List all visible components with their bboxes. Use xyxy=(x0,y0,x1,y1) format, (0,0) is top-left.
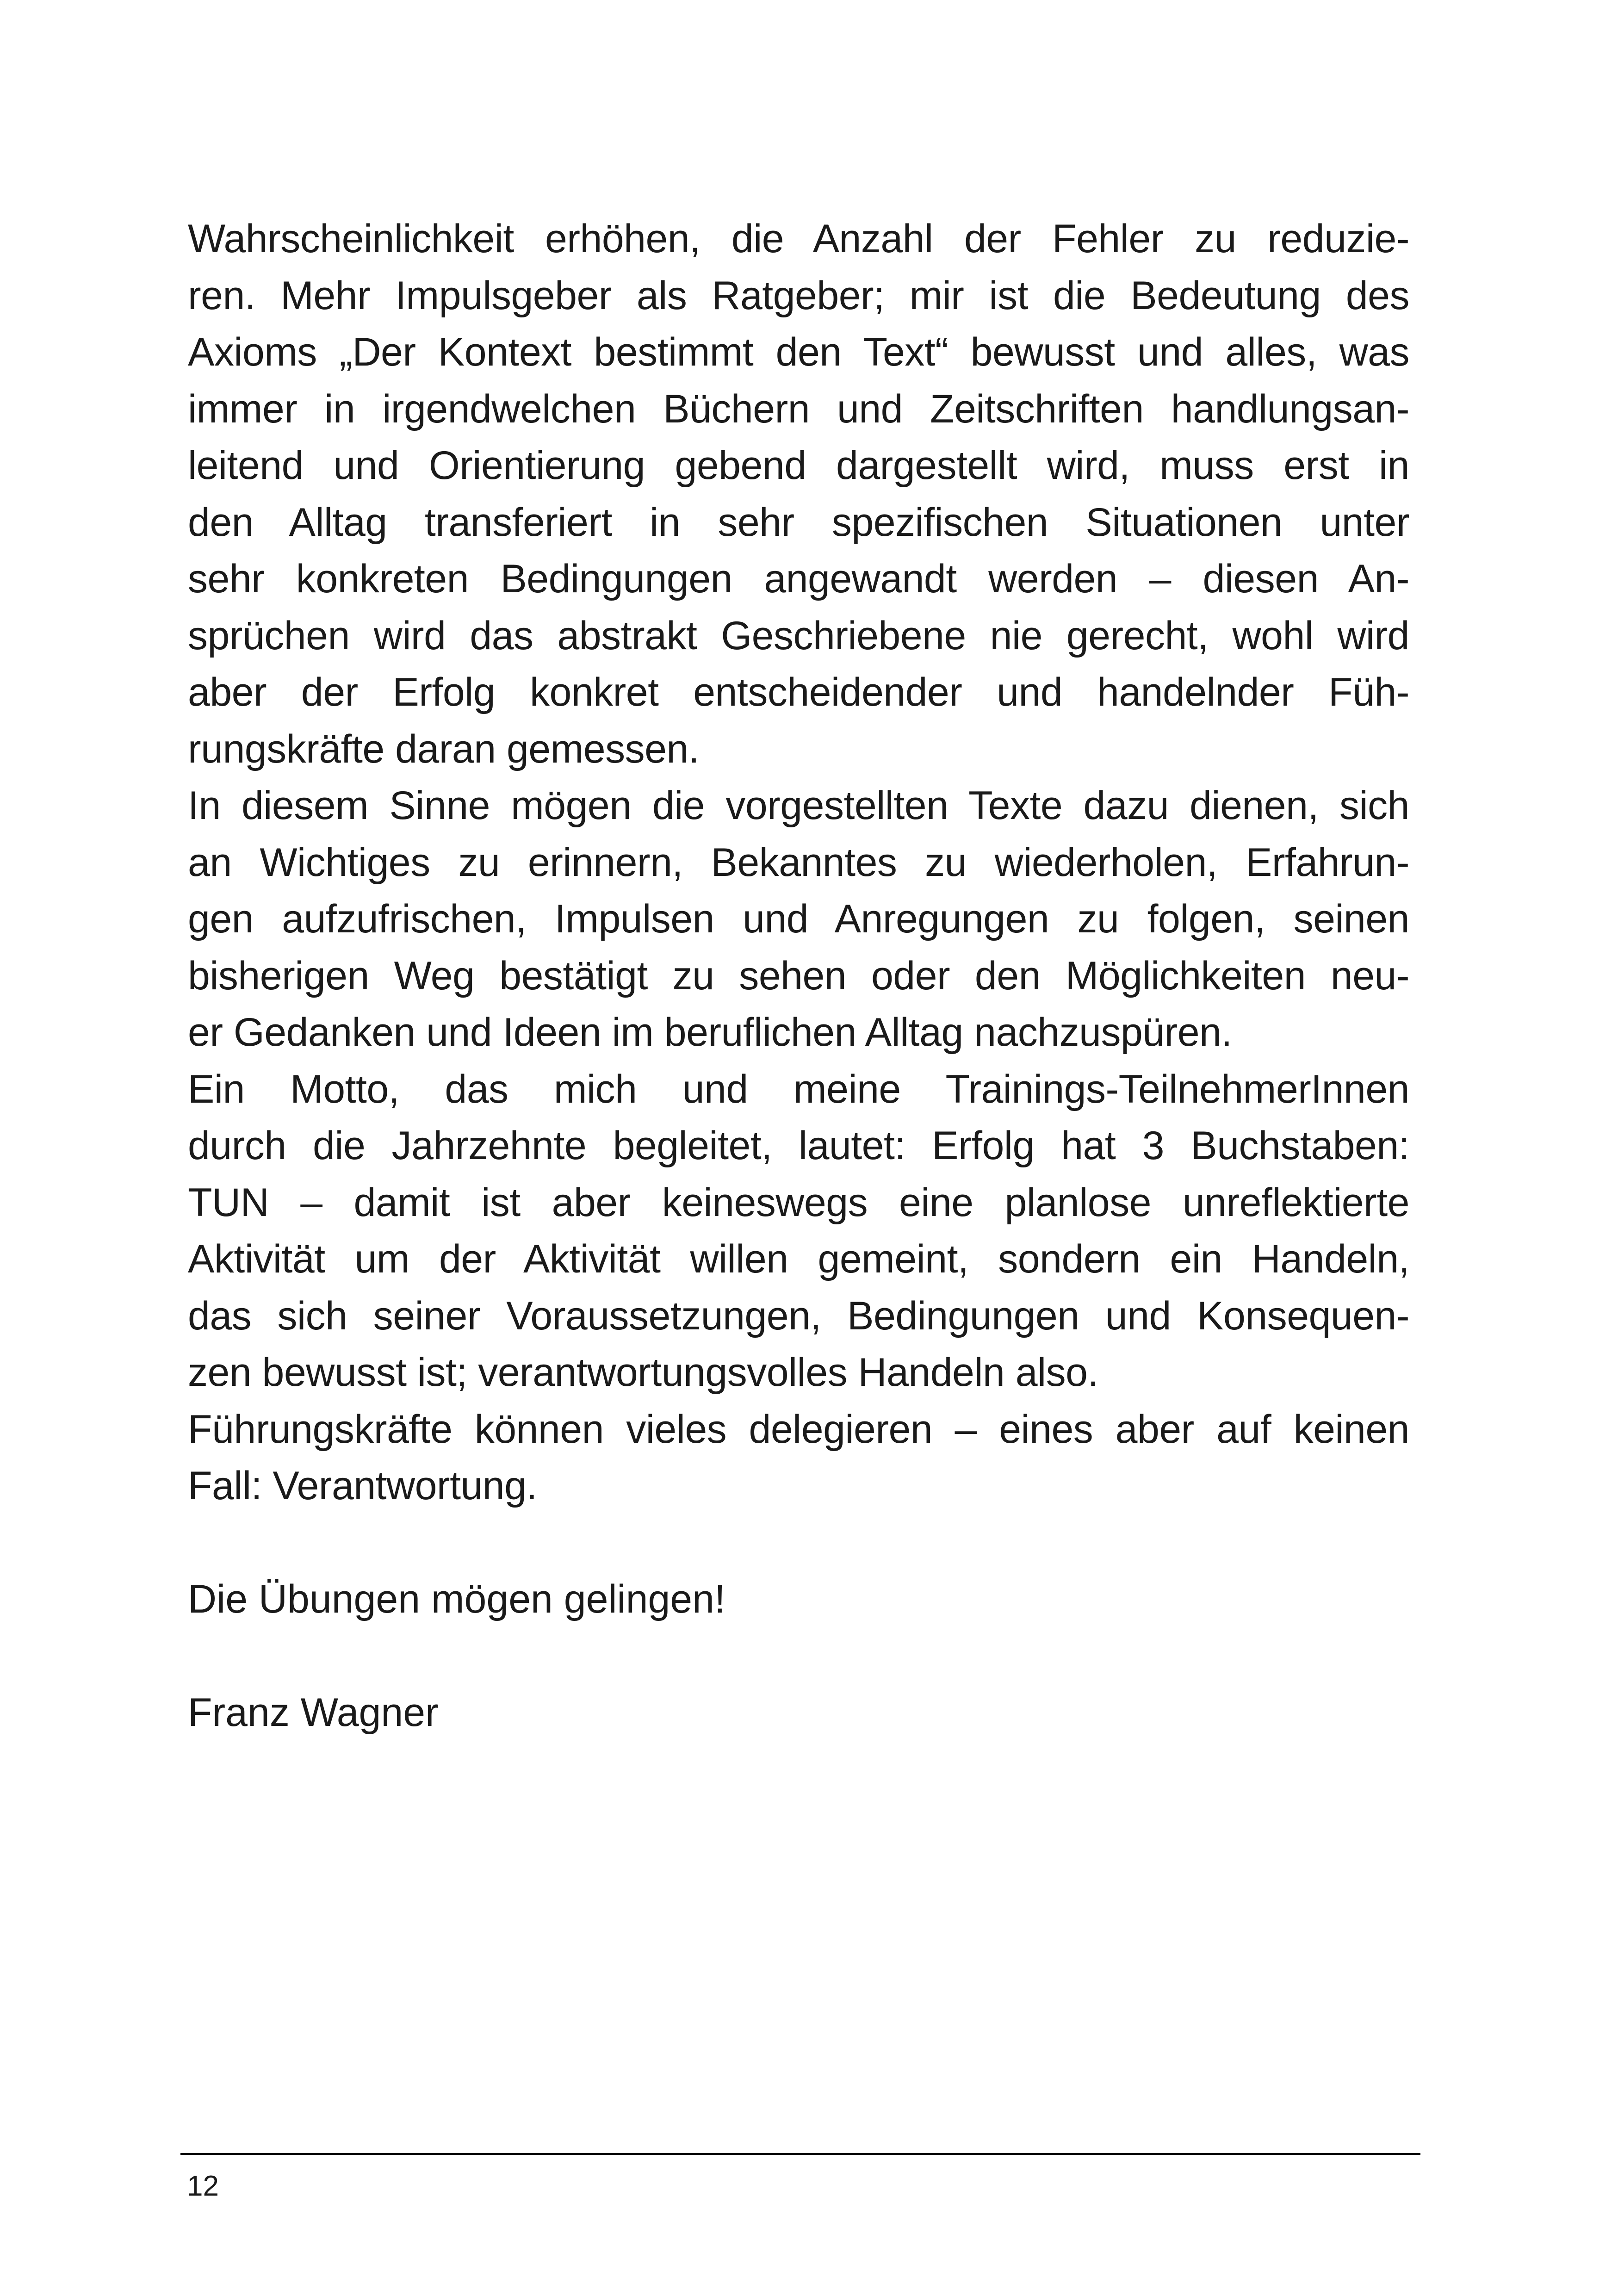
body-line: an Wichtiges zu erinnern, Bekanntes zu wiederholen, Erfahrun- xyxy=(188,840,1409,885)
body-line: den Alltag transferiert in sehr spezifischen Situationen unter xyxy=(188,500,1409,545)
body-line: durch die Jahrzehnte begleitet, lautet: Erfolg hat 3 Buchstaben: xyxy=(188,1123,1409,1168)
body-line: sprüchen wird das abstrakt Geschriebene nie gerecht, wohl wird xyxy=(188,613,1409,658)
body-line: gen aufzufrischen, Impulsen und Anregungen zu folgen, seinen xyxy=(188,897,1409,941)
body-line: Führungskräfte können vieles delegieren – eines aber auf keinen xyxy=(188,1407,1409,1452)
body-text xyxy=(188,211,1409,1514)
body-line: In diesem Sinne mögen die vorgestellten Texte dazu dienen, sich xyxy=(188,783,1409,828)
body-line: aber der Erfolg konkret entscheidender und handelnder Füh- xyxy=(188,670,1409,714)
body-line: leitend und Orientierung gebend dargestellt wird, muss erst in xyxy=(188,443,1409,488)
body-line: Axioms „Der Kontext bestimmt den Text“ bewusst und alles, was xyxy=(188,330,1409,374)
body-line: sehr konkreten Bedingungen angewandt werden – diesen An- xyxy=(188,557,1409,601)
body-line: TUN – damit ist aber keineswegs eine planlose unreflektierte xyxy=(188,1180,1409,1225)
footer-divider xyxy=(180,2153,1420,2155)
body-line: er Gedanken und Ideen im beruflichen Alltag nachzuspüren. xyxy=(188,1010,1232,1055)
body-line: Fall: Verantwortung. xyxy=(188,1464,537,1508)
body-line: ren. Mehr Impulsgeber als Ratgeber; mir ist die Bedeutung des xyxy=(188,273,1409,318)
body-line: rungskräfte daran gemessen. xyxy=(188,726,700,771)
body-line: das sich seiner Voraussetzungen, Bedingungen und Konsequen- xyxy=(188,1293,1409,1338)
body-line: zen bewusst ist; verantwortungsvolles Handeln also. xyxy=(188,1350,1098,1395)
body-line: Ein Motto, das mich und meine Trainings-TeilnehmerInnen xyxy=(188,1067,1409,1111)
closing-line: Die Übungen mögen gelingen! xyxy=(188,1577,725,1621)
body-line: Wahrscheinlichkeit erhöhen, die Anzahl der Fehler zu reduzie- xyxy=(188,217,1409,261)
body-line: bisherigen Weg bestätigt zu sehen oder den Möglichkeiten neu- xyxy=(188,953,1409,998)
page-number: 12 xyxy=(187,2170,219,2202)
author-signature: Franz Wagner xyxy=(188,1690,439,1735)
body-line: immer in irgendwelchen Büchern und Zeitschriften handlungsan- xyxy=(188,386,1409,431)
body-line: Aktivität um der Aktivität willen gemeint, sondern ein Handeln, xyxy=(188,1237,1409,1281)
